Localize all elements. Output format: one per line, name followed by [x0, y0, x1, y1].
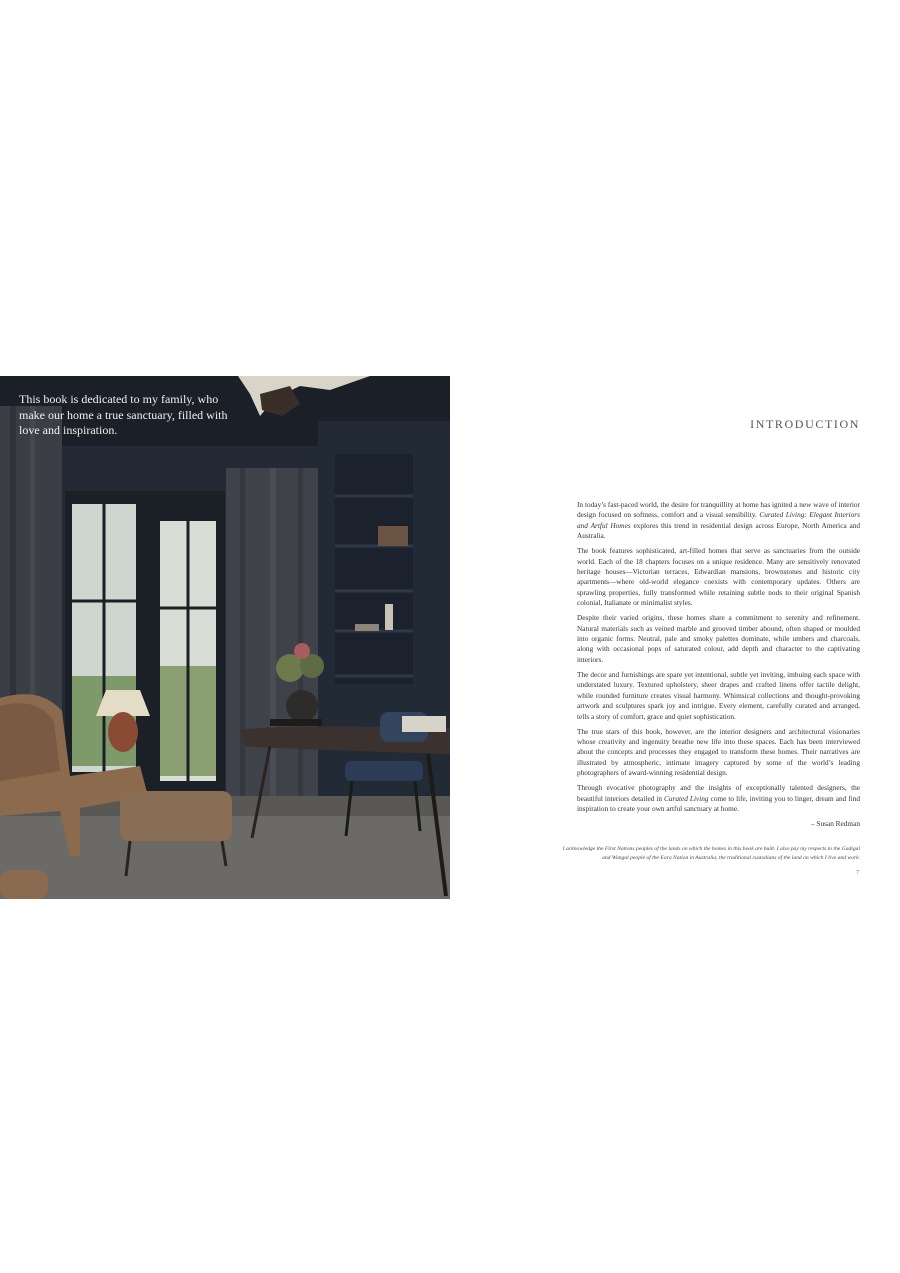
- author-signature: – Susan Redman: [810, 818, 860, 828]
- interior-scene-illustration: [0, 376, 450, 899]
- intro-paragraph-2: The book features sophisticated, art-filled homes that serve as sanctuaries from the outside world. Each of the 18 chapters focuses on a unique residence. Many are sensitively renovated heritage houses—Victorian terraces, Edwardian mansions, brownstones and historic city apartments—where old-world elegance coexists with contemporary updates. Others are sprawling properties, fully transformed while retaining subtle nods to their original Spanish colonial, Italianate or minimalist styles.: [577, 546, 860, 608]
- intro-paragraph-6: Through evocative photography and the insights of exceptionally talented designers, the beautiful interiors detailed in Curated Living come to life, inviting you to linger, dream and find inspiration to create your own artful sanctuary at home.: [577, 783, 860, 813]
- page-number: 7: [856, 869, 860, 876]
- book-title: Curated Living: Elegant Interiors and Artful Homes: [577, 510, 860, 530]
- intro-paragraph-5: The true stars of this book, however, are the interior designers and architectural visionaries whose creativity and ingenuity breathe new life into these spaces. Each has been interviewed about the concepts and processes they engaged to transform these homes. Their narratives are illustrated by atmospheric, intimate imagery captured by some of the world’s leading photographers of award-winning residential design.: [577, 726, 860, 778]
- intro-paragraph-4: The decor and furnishings are spare yet intentional, subtle yet inviting, imbuing each space with understated luxury. Textured upholstery, sheer drapes and crafted linens offer tactile delight, while rounded furniture creates visual harmony. Whimsical collections and thought-provoking artwork and sculptures spark joy and intrigue. Every element, carefully curated and arranged, tells a story of comfort, grace and quiet sophistication.: [577, 669, 860, 721]
- interior-photo: [0, 376, 450, 899]
- introduction-body: [577, 500, 860, 834]
- intro-paragraph-3: Despite their varied origins, these homes share a commitment to serenity and refinement. Natural materials such as veined marble and grooved timber abound, often shaped or moulded into organic forms. Neutral, pale and smoky palettes dominate, while umbers and charcoals, along with occasional pops of saturated colour, add depth and character to the captivating interiors.: [577, 613, 860, 664]
- dedication-text: This book is dedicated to my family, who make our home a true sanctuary, filled with love and inspiration.: [19, 392, 228, 437]
- acknowledgement-text: I acknowledge the First Nations peoples of the lands on which the homes in this book are built. I also pay my respects to the Gadigal and Wangal people of the Eora Nation in Australia, the traditional custodians of the land on which I live and work.: [562, 846, 860, 861]
- intro-paragraph-1: In today’s fast-paced world, the desire for tranquillity at home has ignited a new wave of interior design focused on softness, comfort and a visual sensibility. Curated Living: Elegant Interiors and Artful Homes explores this trend in residential design across Europe, North America and Australia.: [577, 500, 860, 541]
- book-title-short: Curated Living: [664, 793, 709, 803]
- section-heading: INTRODUCTION: [750, 417, 860, 431]
